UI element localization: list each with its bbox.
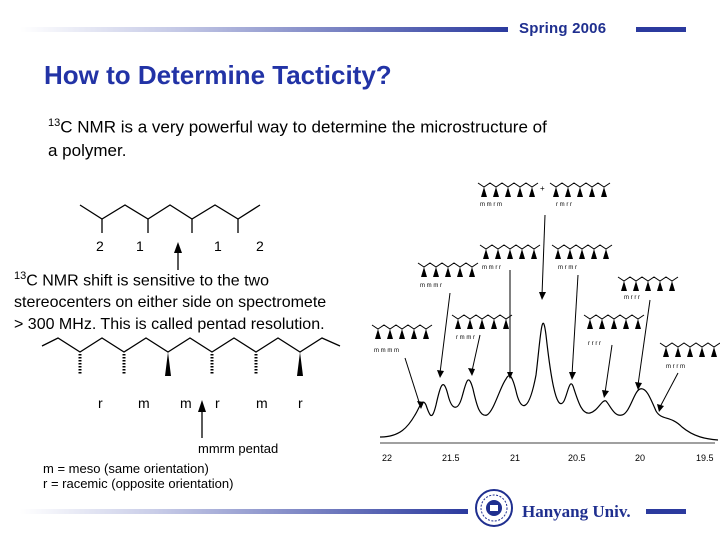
bottom-chain-label: r [298,395,303,411]
top-chain-label: 2 [96,238,104,254]
header-bar-left [20,27,508,32]
top-chain-label: 1 [214,238,222,254]
pentad-label: m m m m [374,348,399,354]
note-line-3: > 300 MHz. This is called pentad resolution. [14,316,325,333]
pentad-rmmr [452,315,512,341]
top-chain-arrowhead [174,242,182,253]
axis-tick-label: 19.5 [696,453,714,463]
pentad-caption: mmrm pentad [198,441,279,456]
peak-pointer-heads [417,292,664,412]
pentad-mmrr [480,245,540,271]
bottom-chain-label: r [98,395,103,411]
pentad-label: m m r m [480,202,502,208]
intro-line-1 [48,117,547,138]
legend-meso: m = meso (same orientation) [43,461,209,476]
pentad-label: m m m r [420,283,442,289]
note-superscript: 13 [14,270,27,282]
university-name: Hanyang Univ. [522,502,631,521]
pentad-mrrm [660,343,720,370]
footer-bar-left [20,509,468,514]
header-season: Spring 2006 [519,20,607,37]
note-line-2: stereocenters on either side on spectromete [14,294,327,311]
spectrum-trace [380,323,718,440]
footer-bar-right [646,509,686,514]
axis-tick-label: 21 [510,453,521,463]
pentad-label: m m r r [482,265,501,271]
top-chain-diagram [70,195,290,275]
axis-tick-label: 20 [635,453,646,463]
pentad-rrrr [584,315,644,347]
bottom-chain-diagram [40,330,360,460]
note-line-1 [14,270,271,290]
top-chain-label: 2 [256,238,264,254]
note-text-1: C NMR shift is sensitive to the two [26,272,269,290]
axis-tick-label: 21.5 [442,453,460,463]
pentad-mmmm [372,325,432,354]
slide-title: How to Determine Tacticity? [44,60,392,90]
intro-text-1: C NMR is a very powerful way to determine the microstructure of [60,117,547,137]
pentad-label: r m m r [456,335,475,341]
legend-racemic: r = racemic (opposite orientation) [43,476,234,491]
pentad-label: m r m r [558,265,577,271]
peak-pointers [405,215,678,407]
pentad-label: m r r m [666,364,685,370]
intro-line-2: a polymer. [48,141,127,160]
bottom-chain-label: m [180,395,192,411]
bottom-chain-arrowhead [198,400,206,412]
pentad-rmrr [550,183,610,208]
pentad-label: r m r r [556,202,572,208]
bottom-chain-label: m [138,395,150,411]
header-bar-right [636,27,686,32]
university-seal-icon [474,488,514,528]
top-chain-label: 1 [136,238,144,254]
bottom-chain-label: r [215,395,220,411]
intro-superscript: 13 [48,117,61,129]
pentad-mrmr [552,245,612,271]
axis-tick-label: 20.5 [568,453,586,463]
bottom-chain-label: m [256,395,268,411]
bottom-chain-backbone [42,338,340,352]
bottom-chain-substituents [80,352,303,376]
pentad-mrrr [618,277,678,301]
top-chain-backbone [80,205,260,219]
pentad-label: r r r r [588,341,601,347]
nmr-spectrum-figure [360,175,720,470]
pentad-label: m r r r [624,295,640,301]
pentad-mmmr [418,263,478,289]
pentad-mmrm [478,183,538,208]
axis-tick-label: 22 [382,453,393,463]
pentad-plus: + [540,184,545,193]
